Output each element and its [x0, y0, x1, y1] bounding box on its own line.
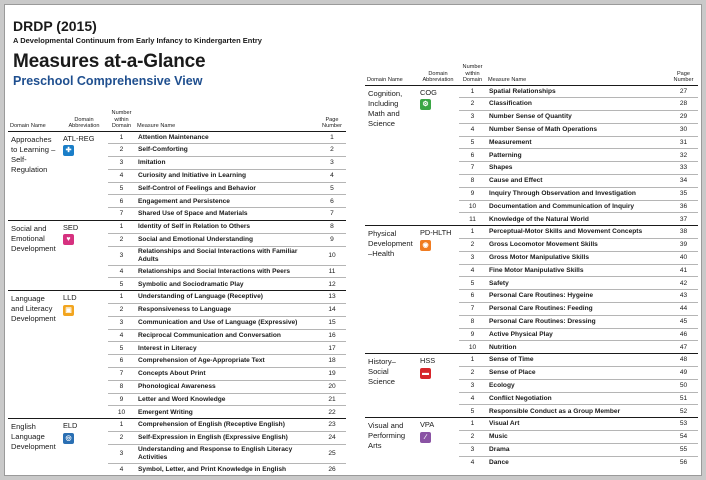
table-row	[365, 418, 698, 431]
page-number: 56	[669, 456, 698, 469]
measure-name: Self-Expression in English (Expressive English)	[135, 432, 318, 445]
measure-name: Understanding of Language (Receptive)	[135, 291, 318, 304]
globe-icon: ◎	[63, 433, 74, 444]
measure-number: 10	[459, 341, 486, 354]
measure-name: Comprehension of English (Receptive English)	[135, 419, 318, 432]
measure-name: Identity of Self in Relation to Others	[135, 221, 318, 234]
measure-number: 2	[108, 432, 135, 445]
measure-name: Shared Use of Space and Materials	[135, 208, 318, 221]
book-icon: ▣	[63, 305, 74, 316]
page-number: 22	[318, 406, 346, 419]
page-number: 41	[669, 264, 698, 277]
measure-name: Interest in Literacy	[135, 342, 318, 355]
measure-name: Measurement	[486, 136, 669, 149]
measure-number: 1	[108, 221, 135, 234]
measure-number: 2	[459, 239, 486, 252]
page-number: 38	[669, 226, 698, 239]
measure-number: 9	[459, 328, 486, 341]
view-title: Preschool Comprehensive View	[13, 74, 203, 88]
page-number: 8	[318, 221, 346, 234]
page-number: 15	[318, 316, 346, 329]
ball-icon: ◉	[420, 240, 431, 251]
domain-name: Language and Literacy Development	[8, 291, 60, 419]
col-header-page-number: Page Number	[318, 109, 346, 131]
domain-abbreviation: VPA	[420, 420, 435, 430]
measure-name: Fine Motor Manipulative Skills	[486, 264, 669, 277]
measure-number: 3	[108, 157, 135, 170]
document-page	[4, 4, 702, 476]
page-number: 49	[669, 367, 698, 380]
measure-name: Drama	[486, 443, 669, 456]
page-number: 30	[669, 123, 698, 136]
table-row	[365, 354, 698, 367]
measure-name: Safety	[486, 277, 669, 290]
page-number: 19	[318, 368, 346, 381]
measure-number: 10	[459, 200, 486, 213]
measure-number: 1	[459, 226, 486, 239]
measure-name: Reciprocal Communication and Conversation	[135, 329, 318, 342]
measure-number: 4	[108, 463, 135, 476]
measure-name: Classification	[486, 98, 669, 111]
measure-number: 4	[108, 329, 135, 342]
measure-number: 4	[459, 264, 486, 277]
measure-name: Symbolic and Sociodramatic Play	[135, 278, 318, 291]
domain-name: Visual and Performing Arts	[365, 418, 417, 469]
page-title: Measures at-a-Glance	[13, 51, 206, 72]
measure-number: 3	[459, 443, 486, 456]
measure-number: 5	[459, 136, 486, 149]
page-number: 47	[669, 341, 698, 354]
measure-name: Engagement and Persistence	[135, 195, 318, 208]
measure-number: 2	[108, 304, 135, 317]
page-number: 37	[669, 213, 698, 226]
measure-number: 7	[108, 368, 135, 381]
page-number: 12	[318, 278, 346, 291]
domain-abbreviation-cell	[60, 221, 108, 291]
measure-number: 1	[459, 354, 486, 367]
table-row	[8, 221, 346, 234]
measure-number: 5	[108, 342, 135, 355]
measure-name: Responsiveness to Language	[135, 304, 318, 317]
measure-number: 4	[108, 169, 135, 182]
page-number: 20	[318, 380, 346, 393]
measure-number: 5	[459, 277, 486, 290]
measure-name: Communication and Use of Language (Expressive)	[135, 316, 318, 329]
page-number: 33	[669, 162, 698, 175]
measure-name: Inquiry Through Observation and Investigation	[486, 187, 669, 200]
measure-name: Self-Comforting	[135, 144, 318, 157]
measure-name: Visual Art	[486, 418, 669, 431]
measure-name: Gross Locomotor Movement Skills	[486, 239, 669, 252]
measure-name: Understanding and Response to English Literacy Activities	[135, 444, 318, 463]
page-number: 46	[669, 328, 698, 341]
domain-abbreviation: HSS	[420, 356, 436, 366]
measure-number: 8	[459, 315, 486, 328]
measure-name: Curiosity and Initiative in Learning	[135, 169, 318, 182]
measure-name: Personal Care Routines: Feeding	[486, 303, 669, 316]
heart-icon: ♥	[63, 234, 74, 245]
measure-number: 5	[108, 278, 135, 291]
domain-abbreviation: SED	[63, 223, 79, 233]
measure-name: Sense of Place	[486, 367, 669, 380]
page-number: 24	[318, 432, 346, 445]
page-number: 40	[669, 251, 698, 264]
measure-name: Dance	[486, 456, 669, 469]
measure-number: 11	[459, 213, 486, 226]
page-number: 28	[669, 98, 698, 111]
measure-number: 6	[459, 290, 486, 303]
measure-number: 8	[108, 380, 135, 393]
measure-name: Comprehension of Age-Appropriate Text	[135, 355, 318, 368]
puzzle-icon: ✚	[63, 145, 74, 156]
measure-name: Relationships and Social Interactions with Peers	[135, 265, 318, 278]
page-number: 17	[318, 342, 346, 355]
col-header-page-number: Page Number	[669, 63, 698, 85]
domain-abbreviation-cell	[60, 131, 108, 221]
table-row	[365, 85, 698, 98]
page-number: 26	[318, 463, 346, 476]
col-header-domain-abbr: Domain Abbreviation	[417, 63, 459, 85]
page-number: 5	[318, 182, 346, 195]
measure-number: 1	[108, 291, 135, 304]
page-number: 16	[318, 329, 346, 342]
page-number: 54	[669, 431, 698, 444]
domain-abbreviation: COG	[420, 87, 437, 97]
page-number: 45	[669, 315, 698, 328]
col-header-number: Number within Domain	[108, 109, 135, 131]
page-number: 48	[669, 354, 698, 367]
domain-abbreviation-cell	[417, 226, 459, 354]
measure-number: 4	[459, 456, 486, 469]
page-number: 13	[318, 291, 346, 304]
page-number: 4	[318, 169, 346, 182]
measures-table-right	[365, 63, 698, 469]
measure-number: 3	[459, 111, 486, 124]
measure-number: 4	[459, 123, 486, 136]
measure-number: 6	[108, 195, 135, 208]
col-header-domain-abbr: Domain Abbreviation	[60, 109, 108, 131]
document-code: DRDP (2015)	[13, 18, 97, 34]
col-header-domain-name: Domain Name	[8, 109, 60, 131]
measure-number: 2	[459, 367, 486, 380]
measure-name: Conflict Negotiation	[486, 392, 669, 405]
measure-number: 1	[108, 131, 135, 144]
domain-abbreviation-cell	[60, 291, 108, 419]
measure-number: 5	[108, 182, 135, 195]
hands-icon: ▬	[422, 369, 429, 377]
domain-abbreviation: ELD	[63, 421, 78, 431]
measure-number: 7	[108, 208, 135, 221]
measure-name: Ecology	[486, 379, 669, 392]
measure-name: Sense of Time	[486, 354, 669, 367]
page-number: 2	[318, 144, 346, 157]
measure-name: Personal Care Routines: Hygeine	[486, 290, 669, 303]
measure-name: Imitation	[135, 157, 318, 170]
measure-number: 3	[459, 251, 486, 264]
page-number: 43	[669, 290, 698, 303]
page-number: 10	[318, 246, 346, 265]
domain-name: English Language Development	[8, 419, 60, 476]
page-number: 50	[669, 379, 698, 392]
domain-abbreviation-cell	[417, 418, 459, 469]
domain-abbreviation: PD-HLTH	[420, 228, 452, 238]
domain-name: Social and Emotional Development	[8, 221, 60, 291]
measure-number: 1	[108, 419, 135, 432]
page-number: 39	[669, 239, 698, 252]
measures-table-left	[8, 109, 346, 476]
page-number: 27	[669, 85, 698, 98]
domain-name: History– Social Science	[365, 354, 417, 418]
measure-number: 1	[459, 418, 486, 431]
domain-abbreviation: ATL-REG	[63, 133, 95, 143]
measure-name: Shapes	[486, 162, 669, 175]
table-row	[8, 291, 346, 304]
table-row	[8, 419, 346, 432]
domain-name: Approaches to Learning –Self-Regulation	[8, 131, 60, 221]
page-number: 34	[669, 175, 698, 188]
measure-name: Music	[486, 431, 669, 444]
page-number: 42	[669, 277, 698, 290]
measure-name: Self-Control of Feelings and Behavior	[135, 182, 318, 195]
measure-name: Concepts About Print	[135, 368, 318, 381]
measure-number: 4	[459, 392, 486, 405]
col-header-measure-name: Measure Name	[135, 109, 318, 131]
page-number: 3	[318, 157, 346, 170]
measure-number: 6	[108, 355, 135, 368]
page-number: 55	[669, 443, 698, 456]
domain-name: Physical Development –Health	[365, 226, 417, 354]
gears-icon: ⚙	[420, 99, 431, 110]
measure-name: Number Sense of Math Operations	[486, 123, 669, 136]
measure-number: 2	[459, 98, 486, 111]
measure-number: 2	[108, 144, 135, 157]
measure-name: Gross Motor Manipulative Skills	[486, 251, 669, 264]
measure-name: Active Physical Play	[486, 328, 669, 341]
measure-name: Symbol, Letter, and Print Knowledge in English	[135, 463, 318, 476]
measure-number: 4	[108, 265, 135, 278]
measure-name: Cause and Effect	[486, 175, 669, 188]
col-header-domain-name: Domain Name	[365, 63, 417, 85]
page-number: 44	[669, 303, 698, 316]
page-number: 36	[669, 200, 698, 213]
table-body-left	[8, 131, 346, 476]
page-number: 31	[669, 136, 698, 149]
domain-abbreviation-cell	[417, 85, 459, 226]
measure-name: Phonological Awareness	[135, 380, 318, 393]
measure-number: 9	[108, 393, 135, 406]
measure-number: 10	[108, 406, 135, 419]
page-number: 11	[318, 265, 346, 278]
table-body-right	[365, 85, 698, 469]
measure-name: Responsible Conduct as a Group Member	[486, 405, 669, 418]
page-number: 1	[318, 131, 346, 144]
document-subtitle: A Developmental Continuum from Early Infancy to Kindergarten Entry	[13, 36, 262, 45]
measure-number: 6	[459, 149, 486, 162]
measure-number: 7	[459, 303, 486, 316]
page-number: 23	[318, 419, 346, 432]
measure-number: 5	[459, 405, 486, 418]
measure-number: 3	[108, 444, 135, 463]
measure-name: Social and Emotional Understanding	[135, 233, 318, 246]
table-row	[365, 226, 698, 239]
measure-number: 2	[108, 233, 135, 246]
measure-name: Personal Care Routines: Dressing	[486, 315, 669, 328]
measure-name: Knowledge of the Natural World	[486, 213, 669, 226]
col-header-number: Number within Domain	[459, 63, 486, 85]
measure-name: Relationships and Social Interactions with Familiar Adults	[135, 246, 318, 265]
page-number: 21	[318, 393, 346, 406]
page-number: 32	[669, 149, 698, 162]
measure-name: Letter and Word Knowledge	[135, 393, 318, 406]
domain-name: Cognition, Including Math and Science	[365, 85, 417, 226]
page-number: 7	[318, 208, 346, 221]
measure-name: Perceptual-Motor Skills and Movement Concepts	[486, 226, 669, 239]
page-number: 53	[669, 418, 698, 431]
measure-number: 8	[459, 175, 486, 188]
measure-number: 3	[459, 379, 486, 392]
domain-abbreviation-cell	[417, 354, 459, 418]
domain-abbreviation: LLD	[63, 293, 77, 303]
page-number: 6	[318, 195, 346, 208]
measure-number: 1	[459, 85, 486, 98]
page-number: 35	[669, 187, 698, 200]
measure-number: 2	[459, 431, 486, 444]
measure-name: Spatial Relationships	[486, 85, 669, 98]
page-number: 29	[669, 111, 698, 124]
measure-number: 3	[108, 246, 135, 265]
measure-name: Nutrition	[486, 341, 669, 354]
page-number: 18	[318, 355, 346, 368]
paintbrush-icon: ∕	[420, 432, 431, 443]
measure-name: Emergent Writing	[135, 406, 318, 419]
table-row	[8, 131, 346, 144]
page-number: 25	[318, 444, 346, 463]
measure-number: 3	[108, 316, 135, 329]
measure-name: Number Sense of Quantity	[486, 111, 669, 124]
measure-number: 9	[459, 187, 486, 200]
page-number: 9	[318, 233, 346, 246]
measure-number: 7	[459, 162, 486, 175]
page-number: 51	[669, 392, 698, 405]
measure-name: Documentation and Communication of Inquiry	[486, 200, 669, 213]
measure-name: Attention Maintenance	[135, 131, 318, 144]
page-number: 14	[318, 304, 346, 317]
page-number: 52	[669, 405, 698, 418]
col-header-measure-name: Measure Name	[486, 63, 669, 85]
measure-name: Patterning	[486, 149, 669, 162]
domain-abbreviation-cell	[60, 419, 108, 476]
